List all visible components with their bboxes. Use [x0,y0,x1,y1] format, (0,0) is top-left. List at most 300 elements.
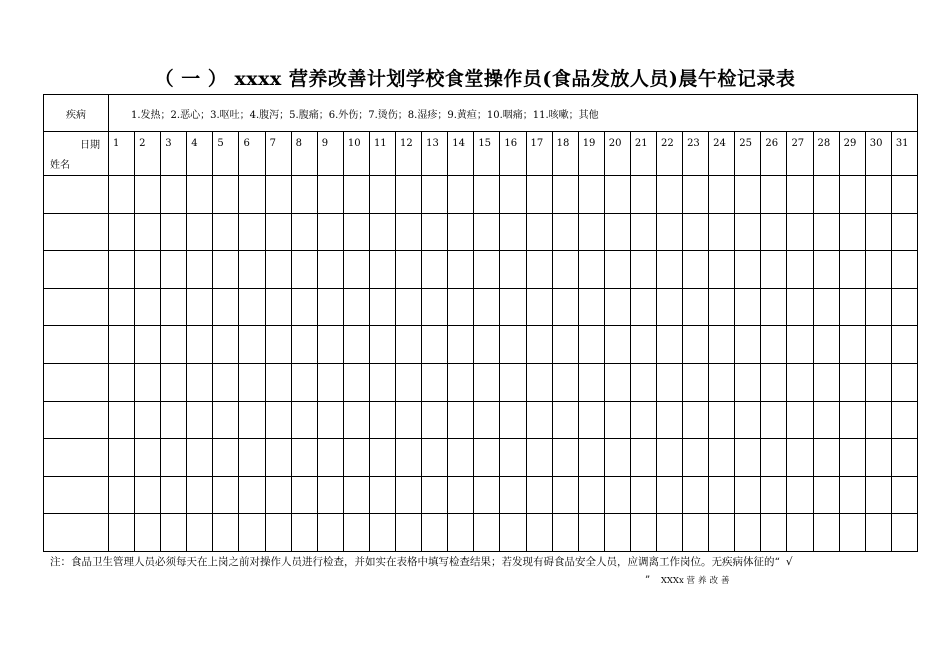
check-cell[interactable] [109,363,135,401]
check-cell[interactable] [500,514,526,552]
check-cell[interactable] [161,213,187,251]
check-cell[interactable] [135,476,161,514]
check-cell[interactable] [709,251,735,289]
check-cell[interactable] [317,363,343,401]
check-cell[interactable] [448,326,474,364]
check-cell[interactable] [735,514,761,552]
check-cell[interactable] [369,514,395,552]
check-cell[interactable] [474,176,500,214]
check-cell[interactable] [526,476,552,514]
check-cell[interactable] [213,288,239,326]
check-cell[interactable] [891,251,917,289]
check-cell[interactable] [865,439,891,477]
check-cell[interactable] [343,363,369,401]
check-cell[interactable] [761,288,787,326]
check-cell[interactable] [161,176,187,214]
check-cell[interactable] [474,213,500,251]
check-cell[interactable] [109,288,135,326]
check-cell[interactable] [709,288,735,326]
check-cell[interactable] [291,363,317,401]
check-cell[interactable] [500,288,526,326]
check-cell[interactable] [839,326,865,364]
check-cell[interactable] [213,213,239,251]
check-cell[interactable] [448,439,474,477]
check-cell[interactable] [683,401,709,439]
check-cell[interactable] [839,439,865,477]
staff-name-cell[interactable] [44,176,109,214]
check-cell[interactable] [369,176,395,214]
check-cell[interactable] [448,251,474,289]
check-cell[interactable] [109,213,135,251]
check-cell[interactable] [709,176,735,214]
check-cell[interactable] [135,326,161,364]
check-cell[interactable] [735,213,761,251]
check-cell[interactable] [500,476,526,514]
check-cell[interactable] [291,251,317,289]
check-cell[interactable] [396,176,422,214]
check-cell[interactable] [761,326,787,364]
check-cell[interactable] [656,476,682,514]
check-cell[interactable] [552,176,578,214]
check-cell[interactable] [161,514,187,552]
check-cell[interactable] [552,213,578,251]
check-cell[interactable] [656,176,682,214]
check-cell[interactable] [109,176,135,214]
check-cell[interactable] [187,326,213,364]
check-cell[interactable] [526,213,552,251]
check-cell[interactable] [709,514,735,552]
check-cell[interactable] [291,176,317,214]
check-cell[interactable] [839,176,865,214]
check-cell[interactable] [604,476,630,514]
check-cell[interactable] [891,326,917,364]
check-cell[interactable] [839,363,865,401]
check-cell[interactable] [369,213,395,251]
check-cell[interactable] [526,514,552,552]
check-cell[interactable] [630,476,656,514]
staff-name-cell[interactable] [44,476,109,514]
check-cell[interactable] [761,176,787,214]
check-cell[interactable] [552,288,578,326]
check-cell[interactable] [448,401,474,439]
check-cell[interactable] [578,326,604,364]
check-cell[interactable] [448,213,474,251]
check-cell[interactable] [787,514,813,552]
check-cell[interactable] [474,476,500,514]
check-cell[interactable] [865,514,891,552]
check-cell[interactable] [683,213,709,251]
check-cell[interactable] [291,439,317,477]
check-cell[interactable] [787,288,813,326]
check-cell[interactable] [343,251,369,289]
check-cell[interactable] [683,326,709,364]
check-cell[interactable] [448,363,474,401]
check-cell[interactable] [343,476,369,514]
check-cell[interactable] [474,514,500,552]
check-cell[interactable] [865,251,891,289]
check-cell[interactable] [187,363,213,401]
check-cell[interactable] [552,514,578,552]
check-cell[interactable] [135,363,161,401]
check-cell[interactable] [265,476,291,514]
check-cell[interactable] [239,326,265,364]
check-cell[interactable] [422,213,448,251]
check-cell[interactable] [396,439,422,477]
check-cell[interactable] [552,251,578,289]
check-cell[interactable] [578,363,604,401]
check-cell[interactable] [343,401,369,439]
check-cell[interactable] [787,363,813,401]
check-cell[interactable] [135,401,161,439]
check-cell[interactable] [891,439,917,477]
check-cell[interactable] [187,439,213,477]
check-cell[interactable] [422,176,448,214]
check-cell[interactable] [239,439,265,477]
check-cell[interactable] [291,401,317,439]
check-cell[interactable] [369,439,395,477]
check-cell[interactable] [709,326,735,364]
check-cell[interactable] [865,401,891,439]
staff-name-cell[interactable] [44,514,109,552]
check-cell[interactable] [396,251,422,289]
check-cell[interactable] [865,476,891,514]
check-cell[interactable] [396,514,422,552]
check-cell[interactable] [187,213,213,251]
check-cell[interactable] [683,514,709,552]
check-cell[interactable] [265,213,291,251]
check-cell[interactable] [630,363,656,401]
check-cell[interactable] [656,288,682,326]
check-cell[interactable] [422,251,448,289]
check-cell[interactable] [578,251,604,289]
check-cell[interactable] [891,288,917,326]
check-cell[interactable] [396,326,422,364]
check-cell[interactable] [709,213,735,251]
check-cell[interactable] [369,363,395,401]
check-cell[interactable] [213,363,239,401]
check-cell[interactable] [291,288,317,326]
check-cell[interactable] [422,363,448,401]
check-cell[interactable] [135,439,161,477]
check-cell[interactable] [213,476,239,514]
check-cell[interactable] [787,176,813,214]
check-cell[interactable] [265,514,291,552]
check-cell[interactable] [474,251,500,289]
check-cell[interactable] [683,476,709,514]
check-cell[interactable] [630,401,656,439]
check-cell[interactable] [604,439,630,477]
check-cell[interactable] [735,439,761,477]
check-cell[interactable] [891,514,917,552]
check-cell[interactable] [317,213,343,251]
check-cell[interactable] [239,514,265,552]
check-cell[interactable] [161,326,187,364]
check-cell[interactable] [865,176,891,214]
check-cell[interactable] [787,401,813,439]
check-cell[interactable] [239,251,265,289]
check-cell[interactable] [422,288,448,326]
check-cell[interactable] [839,213,865,251]
check-cell[interactable] [630,288,656,326]
check-cell[interactable] [474,363,500,401]
check-cell[interactable] [369,476,395,514]
check-cell[interactable] [265,288,291,326]
check-cell[interactable] [369,401,395,439]
check-cell[interactable] [526,439,552,477]
check-cell[interactable] [265,326,291,364]
check-cell[interactable] [135,288,161,326]
check-cell[interactable] [656,363,682,401]
check-cell[interactable] [239,288,265,326]
check-cell[interactable] [761,401,787,439]
check-cell[interactable] [239,176,265,214]
check-cell[interactable] [396,363,422,401]
check-cell[interactable] [396,213,422,251]
check-cell[interactable] [813,213,839,251]
check-cell[interactable] [213,401,239,439]
check-cell[interactable] [578,176,604,214]
check-cell[interactable] [761,514,787,552]
check-cell[interactable] [448,176,474,214]
check-cell[interactable] [630,176,656,214]
check-cell[interactable] [317,401,343,439]
check-cell[interactable] [396,476,422,514]
check-cell[interactable] [187,176,213,214]
check-cell[interactable] [500,213,526,251]
check-cell[interactable] [187,251,213,289]
check-cell[interactable] [839,476,865,514]
check-cell[interactable] [369,288,395,326]
check-cell[interactable] [735,251,761,289]
check-cell[interactable] [448,288,474,326]
check-cell[interactable] [135,251,161,289]
check-cell[interactable] [683,288,709,326]
check-cell[interactable] [787,439,813,477]
check-cell[interactable] [526,176,552,214]
check-cell[interactable] [787,326,813,364]
check-cell[interactable] [839,514,865,552]
check-cell[interactable] [813,288,839,326]
check-cell[interactable] [891,363,917,401]
check-cell[interactable] [265,439,291,477]
check-cell[interactable] [109,476,135,514]
check-cell[interactable] [291,213,317,251]
check-cell[interactable] [526,326,552,364]
check-cell[interactable] [265,176,291,214]
check-cell[interactable] [630,251,656,289]
check-cell[interactable] [213,326,239,364]
check-cell[interactable] [396,401,422,439]
check-cell[interactable] [787,251,813,289]
check-cell[interactable] [787,213,813,251]
check-cell[interactable] [578,476,604,514]
check-cell[interactable] [161,439,187,477]
check-cell[interactable] [891,476,917,514]
check-cell[interactable] [761,213,787,251]
check-cell[interactable] [604,251,630,289]
check-cell[interactable] [526,288,552,326]
staff-name-cell[interactable] [44,326,109,364]
check-cell[interactable] [213,439,239,477]
check-cell[interactable] [552,439,578,477]
check-cell[interactable] [813,326,839,364]
check-cell[interactable] [839,288,865,326]
check-cell[interactable] [161,288,187,326]
check-cell[interactable] [578,401,604,439]
check-cell[interactable] [291,326,317,364]
check-cell[interactable] [369,326,395,364]
check-cell[interactable] [135,176,161,214]
check-cell[interactable] [343,213,369,251]
check-cell[interactable] [500,439,526,477]
check-cell[interactable] [656,401,682,439]
check-cell[interactable] [213,514,239,552]
check-cell[interactable] [265,401,291,439]
check-cell[interactable] [161,401,187,439]
check-cell[interactable] [604,326,630,364]
check-cell[interactable] [369,251,395,289]
check-cell[interactable] [422,476,448,514]
check-cell[interactable] [317,251,343,289]
staff-name-cell[interactable] [44,439,109,477]
check-cell[interactable] [161,363,187,401]
check-cell[interactable] [109,251,135,289]
check-cell[interactable] [526,363,552,401]
check-cell[interactable] [500,326,526,364]
check-cell[interactable] [578,213,604,251]
check-cell[interactable] [813,363,839,401]
check-cell[interactable] [813,251,839,289]
staff-name-cell[interactable] [44,251,109,289]
check-cell[interactable] [187,288,213,326]
check-cell[interactable] [683,176,709,214]
check-cell[interactable] [448,514,474,552]
check-cell[interactable] [735,476,761,514]
check-cell[interactable] [317,439,343,477]
check-cell[interactable] [500,251,526,289]
check-cell[interactable] [317,288,343,326]
check-cell[interactable] [604,401,630,439]
check-cell[interactable] [839,251,865,289]
check-cell[interactable] [343,326,369,364]
check-cell[interactable] [761,363,787,401]
check-cell[interactable] [161,476,187,514]
check-cell[interactable] [735,401,761,439]
check-cell[interactable] [239,401,265,439]
check-cell[interactable] [239,363,265,401]
check-cell[interactable] [239,213,265,251]
check-cell[interactable] [500,401,526,439]
check-cell[interactable] [552,363,578,401]
check-cell[interactable] [422,326,448,364]
check-cell[interactable] [187,401,213,439]
check-cell[interactable] [317,326,343,364]
check-cell[interactable] [683,251,709,289]
check-cell[interactable] [656,251,682,289]
check-cell[interactable] [865,213,891,251]
check-cell[interactable] [474,439,500,477]
check-cell[interactable] [343,288,369,326]
check-cell[interactable] [213,251,239,289]
check-cell[interactable] [474,288,500,326]
check-cell[interactable] [161,251,187,289]
check-cell[interactable] [630,514,656,552]
check-cell[interactable] [630,326,656,364]
check-cell[interactable] [500,176,526,214]
check-cell[interactable] [474,326,500,364]
check-cell[interactable] [630,439,656,477]
check-cell[interactable] [265,251,291,289]
check-cell[interactable] [735,363,761,401]
check-cell[interactable] [448,476,474,514]
check-cell[interactable] [735,176,761,214]
check-cell[interactable] [422,439,448,477]
check-cell[interactable] [761,439,787,477]
check-cell[interactable] [291,476,317,514]
check-cell[interactable] [709,363,735,401]
check-cell[interactable] [109,514,135,552]
check-cell[interactable] [343,514,369,552]
check-cell[interactable] [656,326,682,364]
check-cell[interactable] [709,439,735,477]
check-cell[interactable] [109,439,135,477]
check-cell[interactable] [422,401,448,439]
check-cell[interactable] [604,363,630,401]
check-cell[interactable] [317,514,343,552]
check-cell[interactable] [474,401,500,439]
check-cell[interactable] [500,363,526,401]
check-cell[interactable] [656,439,682,477]
check-cell[interactable] [552,401,578,439]
check-cell[interactable] [813,401,839,439]
check-cell[interactable] [578,439,604,477]
staff-name-cell[interactable] [44,213,109,251]
staff-name-cell[interactable] [44,401,109,439]
check-cell[interactable] [735,326,761,364]
check-cell[interactable] [891,176,917,214]
check-cell[interactable] [709,401,735,439]
check-cell[interactable] [683,439,709,477]
check-cell[interactable] [813,476,839,514]
check-cell[interactable] [630,213,656,251]
check-cell[interactable] [813,439,839,477]
check-cell[interactable] [865,363,891,401]
check-cell[interactable] [761,251,787,289]
check-cell[interactable] [839,401,865,439]
check-cell[interactable] [683,363,709,401]
check-cell[interactable] [656,213,682,251]
staff-name-cell[interactable] [44,363,109,401]
check-cell[interactable] [187,514,213,552]
check-cell[interactable] [865,288,891,326]
check-cell[interactable] [787,476,813,514]
check-cell[interactable] [604,176,630,214]
check-cell[interactable] [656,514,682,552]
check-cell[interactable] [604,288,630,326]
check-cell[interactable] [526,251,552,289]
check-cell[interactable] [813,176,839,214]
check-cell[interactable] [865,326,891,364]
check-cell[interactable] [343,439,369,477]
check-cell[interactable] [552,326,578,364]
check-cell[interactable] [109,326,135,364]
staff-name-cell[interactable] [44,288,109,326]
check-cell[interactable] [761,476,787,514]
check-cell[interactable] [317,476,343,514]
check-cell[interactable] [604,213,630,251]
check-cell[interactable] [709,476,735,514]
check-cell[interactable] [396,288,422,326]
